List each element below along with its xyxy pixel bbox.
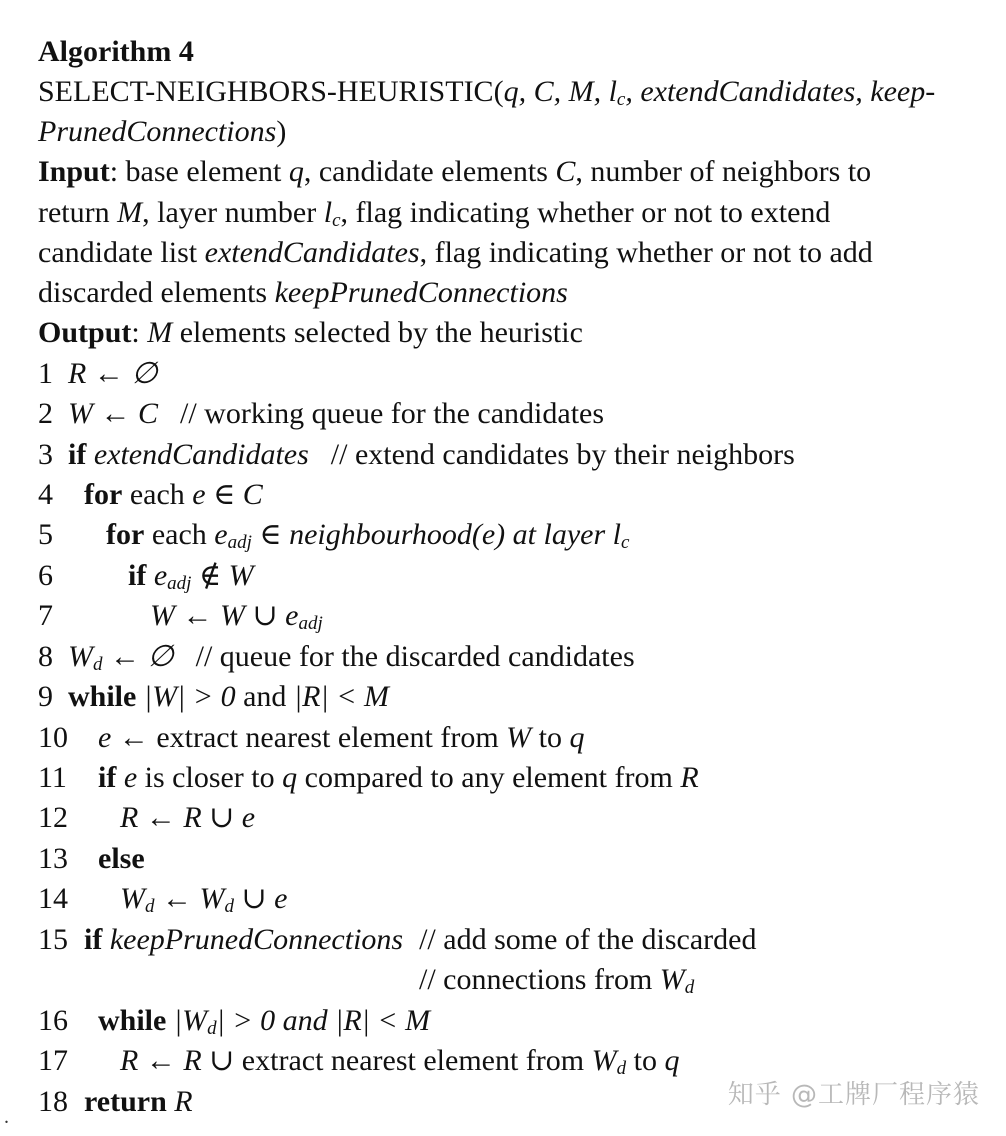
code-line-8: 8 $W_d$ ← ∅ // queue for the discarded candidates bbox=[38, 640, 635, 675]
algorithm-title: Algorithm 4 bbox=[38, 35, 194, 68]
code-line-10: 10 e ← extract nearest element from W to q bbox=[38, 721, 585, 754]
code-line-17: 17 R ← R ∪ extract nearest element from $W_d$ to q bbox=[38, 1044, 680, 1079]
code-line-14: 14 $W_d$ ← $W_d$ ∪ e bbox=[38, 882, 288, 917]
signature-line-2: PrunedConnections) bbox=[38, 115, 287, 148]
input-line-1: Input: base element q, candidate elements C, number of neighbors to bbox=[38, 155, 872, 188]
signature-line-1: SELECT-NEIGHBORS-HEURISTIC(q, C, M, $l_c$, extendCandidates, keep- bbox=[38, 75, 936, 110]
code-line-9: 9 while |W| > 0 and |R| < M bbox=[38, 680, 389, 713]
code-line-6: 6 if $e_{adj}$ ∉ W bbox=[38, 559, 254, 594]
code-line-4: 4 for each e ∈ C bbox=[38, 478, 263, 511]
code-line-3: 3 if extendCandidates // extend candidates by their neighbors bbox=[38, 438, 795, 471]
code-line-15-continued: // connections from $W_d$ bbox=[419, 963, 695, 998]
margin-mark: . bbox=[4, 1106, 9, 1128]
code-line-2: 2 W ← C // working queue for the candidates bbox=[38, 397, 605, 430]
code-line-15: 15 if keepPrunedConnections // add some of the discarded bbox=[38, 923, 757, 956]
code-line-11: 11 if e is closer to q compared to any element from R bbox=[38, 761, 699, 794]
output-line: Output: M elements selected by the heuristic bbox=[38, 316, 583, 349]
input-line-3: candidate list extendCandidates, flag indicating whether or not to add bbox=[38, 236, 873, 269]
input-line-2: return M, layer number $l_c$, flag indicating whether or not to extend bbox=[38, 196, 831, 231]
code-line-5: 5 for each $e_{adj}$ ∈ neighbourhood(e) at layer $l_c$ bbox=[38, 518, 630, 553]
code-line-13: 13 else bbox=[38, 842, 145, 875]
code-line-16: 16 while $|W_d| > 0$ and |R| < M bbox=[38, 1004, 431, 1039]
watermark: 知乎 @工牌厂程序猿 bbox=[727, 1080, 980, 1110]
code-line-7: 7 W ← W ∪ $e_{adj}$ bbox=[38, 599, 323, 634]
code-line-12: 12 R ← R ∪ e bbox=[38, 801, 256, 834]
code-line-18: 18 return R bbox=[38, 1085, 193, 1118]
code-line-1: 1 R ← ∅ bbox=[38, 357, 158, 390]
input-line-4: discarded elements keepPrunedConnections bbox=[38, 276, 568, 309]
